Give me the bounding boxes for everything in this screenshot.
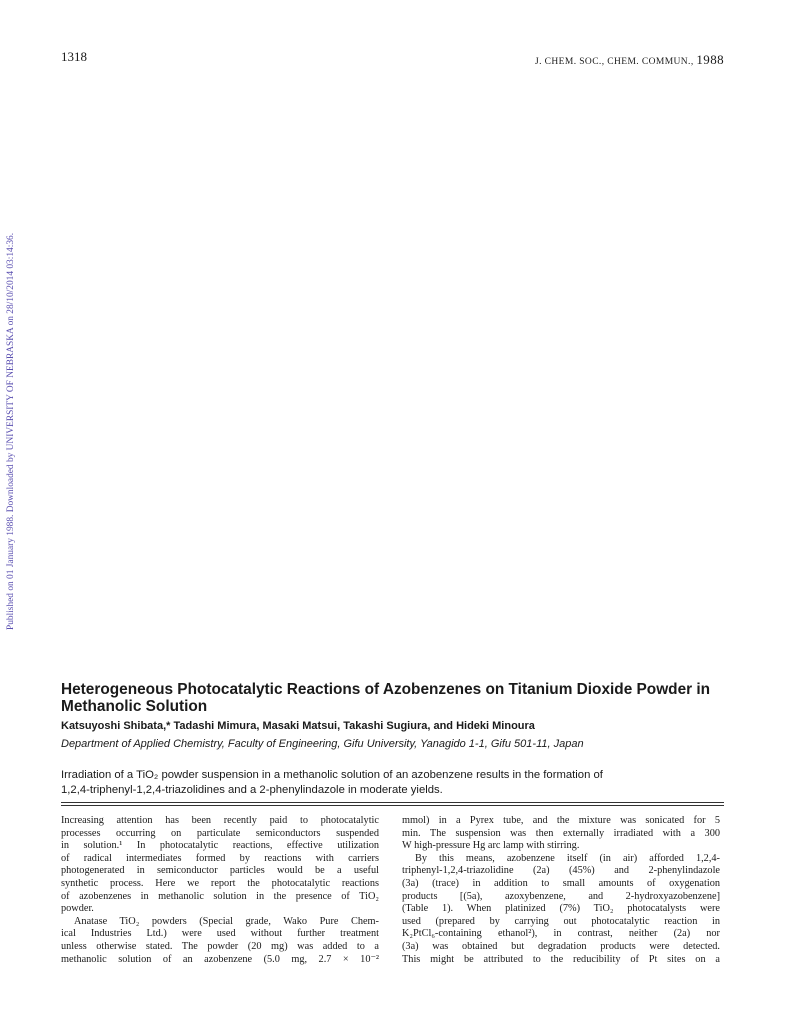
text-line: products [(5a), azoxybenzene, and 2-hydroxyazobenzene] [402, 890, 720, 902]
text-line: (Table 1). When platinized (7%) TiO₂ photocatalysts were [402, 903, 720, 915]
article-affiliation: Department of Applied Chemistry, Faculty of Engineering, Gifu University, Yanagido 1-1, Gifu 501-11, Japan [61, 738, 584, 750]
page-number: 1318 [61, 49, 87, 64]
text-line: of radical intermediates formed by reactions with carriers [61, 852, 379, 864]
text-line: K₂PtCl₆-containing ethanol²), in contrast, neither (2a) nor [402, 928, 720, 940]
text-line: photogenerated in semiconductor particles would be a useful [61, 865, 379, 877]
text-line: (3a) (trace) in addition to small amounts of oxygenation [402, 877, 720, 889]
abstract-line: 1,2,4-triphenyl-1,2,4-triazolidines and a 2-phenylindazole in moderate yields. [61, 784, 443, 796]
abstract-line: Irradiation of a TiO₂ powder suspension in a methanolic solution of an azobenzene results in the formation of [61, 769, 603, 781]
journal-year: 1988 [696, 52, 724, 67]
text-line: processes occurring on particulate semiconductors suspended [61, 827, 379, 839]
text-line: methanolic solution of an azobenzene (5.0 mg, 2.7 × 10⁻² [61, 953, 379, 965]
journal-header [535, 52, 724, 68]
article-title: Heterogeneous Photocatalytic Reactions of Azobenzenes on Titanium Dioxide Powder in Methanolic Solution [61, 681, 711, 715]
text-line: Anatase TiO₂ powders (Special grade, Wako Pure Chem- [74, 915, 379, 927]
text-line: W high-pressure Hg arc lamp with stirring. [402, 840, 580, 852]
abstract [61, 768, 731, 798]
paragraph [61, 815, 379, 916]
paragraph [61, 916, 379, 966]
text-line: in solution.¹ In photocatalytic reactions, effective utilization [61, 840, 379, 852]
text-line: unless otherwise stated. The powder (20 mg) was added to a [61, 940, 379, 952]
body-column-left [61, 815, 379, 966]
text-line: Increasing attention has been recently paid to photocatalytic [61, 815, 379, 826]
text-line: ical Industries Ltd.) were used without further treatment [61, 928, 379, 940]
text-line: This might be attributed to the reducibility of Pt sites on a [402, 953, 720, 965]
download-notice: Published on 01 January 1988. Downloaded by UNIVERSITY OF NEBRASKA on 28/10/2014 03:14:36. [6, 232, 16, 630]
text-line: synthetic process. Here we report the photocatalytic reactions [61, 877, 379, 889]
text-line: powder. [61, 903, 94, 915]
text-line: of azobenzenes in methanolic solution in the presence of TiO₂ [61, 890, 379, 902]
article-authors: Katsuyoshi Shibata,* Tadashi Mimura, Masaki Matsui, Takashi Sugiura, and Hideki Minoura [61, 720, 535, 732]
paragraph [402, 815, 720, 853]
text-line: By this means, azobenzene itself (in air) afforded 1,2,4- [415, 852, 720, 864]
text-line: min. The suspension was then externally irradiated with a 300 [402, 827, 720, 839]
text-line: triphenyl-1,2,4-triazolidine (2a) (45%) and 2-phenylindazole [402, 865, 720, 877]
text-line: mmol) in a Pyrex tube, and the mixture was sonicated for 5 [402, 815, 720, 826]
text-line: (3a) was obtained but degradation products were detected. [402, 940, 720, 952]
body-column-right [402, 815, 720, 966]
divider-rule [61, 802, 724, 803]
paragraph [402, 853, 720, 966]
divider-rule [61, 805, 724, 806]
text-line: used (prepared by carrying out photocatalytic reaction in [402, 915, 720, 927]
journal-name: J. CHEM. SOC., CHEM. COMMUN., [535, 57, 694, 67]
